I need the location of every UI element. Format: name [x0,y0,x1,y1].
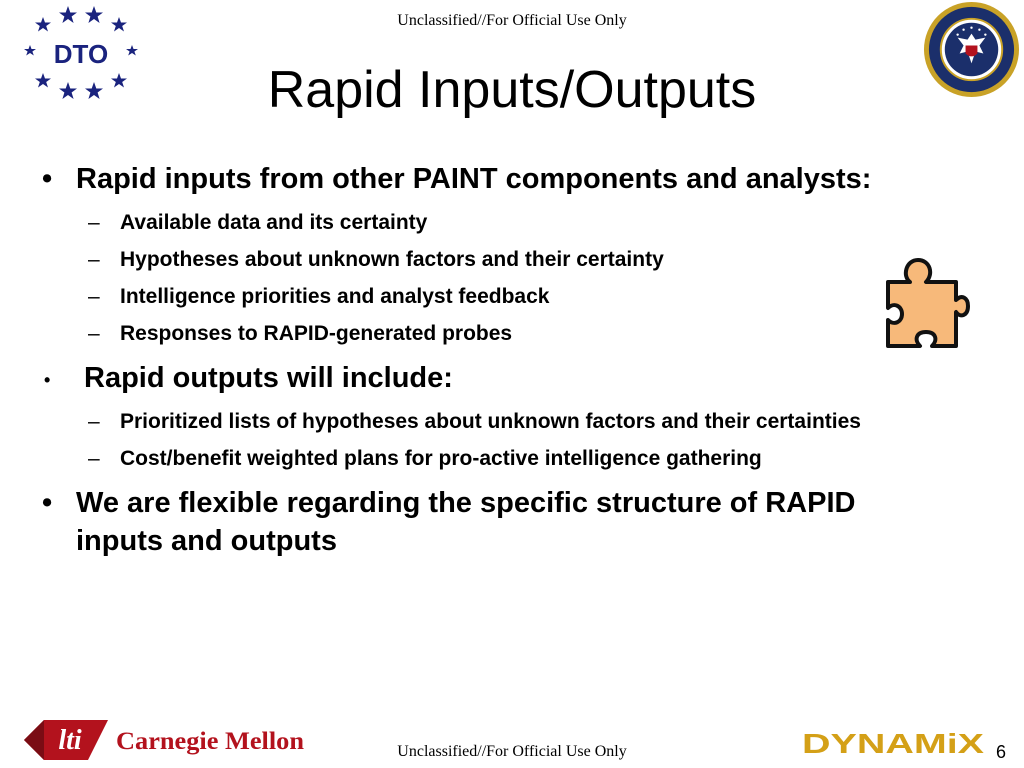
bullet-text: Rapid inputs from other PAINT components and analysts: [76,163,872,195]
dash-glyph: – [88,211,100,234]
dash-glyph: – [88,447,100,470]
dto-logo-text: DTO [53,39,109,69]
puzzle-piece-icon [880,254,970,354]
dash-glyph: – [88,248,100,271]
cmu-logo-text: Carnegie Mellon [116,728,305,755]
dynamix-logo-text: DYNAMiX [802,728,985,759]
sub-bullet-text: Intelligence priorities and analyst feedback [120,285,550,308]
classification-bottom: Unclassified//For Official Use Only [397,743,627,760]
sub-bullet [40,319,910,349]
sub-bullet [40,407,910,437]
bullet-text: Rapid outputs will include: [84,362,453,394]
bullet-rapid-outputs [40,359,910,397]
classification-top: Unclassified//For Official Use Only [397,12,627,29]
sub-bullet-text: Cost/benefit weighted plans for pro-active intelligence gathering [120,447,762,470]
sub-bullet [40,282,910,312]
dash-glyph: – [88,285,100,308]
bullet-rapid-inputs [40,160,910,198]
dynamix-logo [800,726,990,760]
sub-bullet-text: Responses to RAPID-generated probes [120,322,513,345]
dash-glyph: – [88,322,100,345]
sub-bullet-text: Hypotheses about unknown factors and their certainty [120,248,664,271]
sub-bullet [40,245,910,275]
lti-logo-text: lti [58,725,82,756]
bullet-glyph: • [44,370,51,390]
sub-list-inputs [40,208,910,349]
sub-bullet-text: Available data and its certainty [120,211,428,234]
sub-bullet [40,208,910,238]
dash-glyph: – [88,410,100,433]
sub-bullet-text: Prioritized lists of hypotheses about unknown factors and their certainties [120,410,861,433]
slide-body [40,160,910,570]
bullet-text: We are flexible regarding the specific structure of RAPID inputs and outputs [76,487,856,557]
sub-bullet [40,444,910,474]
sub-list-outputs [40,407,910,474]
bullet-glyph: • [42,487,53,519]
bullet-flexible-structure [40,484,910,560]
slide-title: Rapid Inputs/Outputs [267,61,757,119]
bullet-glyph: • [42,163,53,195]
page-number: 6 [996,742,1007,762]
